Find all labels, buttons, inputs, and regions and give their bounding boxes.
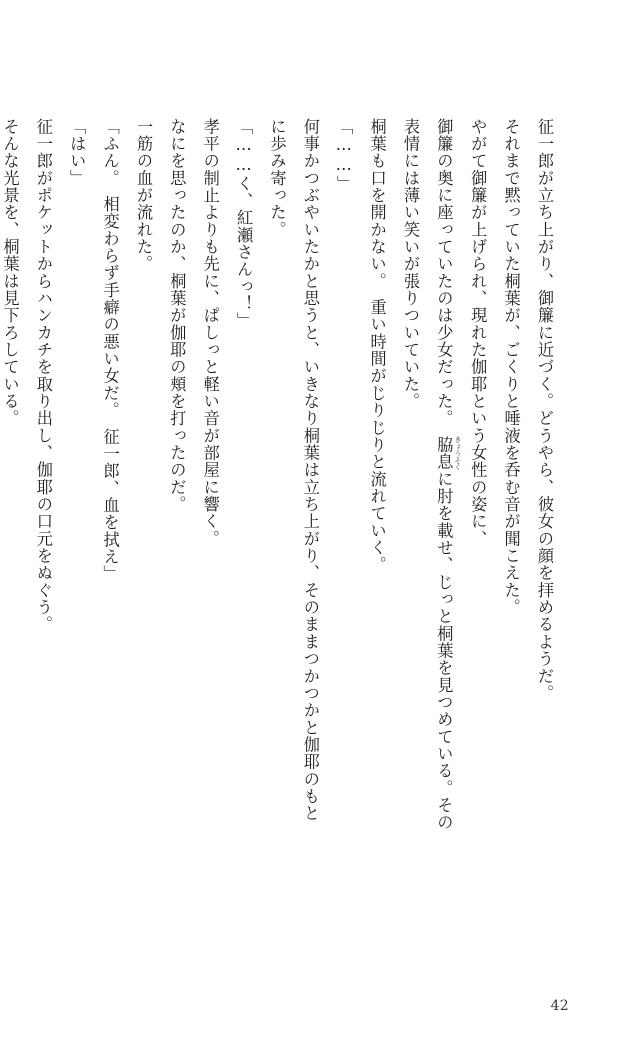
paragraph-11: 一筋の血が流れた。	[134, 118, 153, 273]
paragraph-9: 孝平の制止よりも先に、ぱしっと軽い音が部屋に響く。	[200, 118, 220, 548]
page-number: 42	[550, 998, 569, 1014]
paragraph-8: に歩み寄った。	[267, 118, 287, 239]
paragraph-2: それまで黙っていた桐葉が、ごくりと唾液を呑む音が聞こえた。	[501, 118, 521, 616]
paragraph-12: 征一郎がポケットからハンカチを取り出し、伽耶の口元をぬぐう。	[33, 118, 53, 634]
paragraph-4: 御簾の奥に座っていたのは少女だった。 脇息 きょうそくに肘を載せ、じっと桐葉を見つめている。その	[434, 118, 461, 832]
paragraph-1: 征一郎が立ち上がり、御簾に近づく。どうやら、彼女の顔を拝めるようだ。	[535, 118, 554, 702]
paragraph-10: なにを思ったのか、桐葉が伽耶の頬を打ったのだ。	[167, 118, 187, 513]
paragraph-13: そんな光景を、桐葉は見下ろしている。	[0, 118, 20, 428]
dialogue-2: 「……く、紅瀬さんっ！」	[234, 118, 254, 330]
dialogue-4: 「はい」	[67, 118, 87, 187]
vertical-text-body	[0, 118, 561, 954]
paragraph-5: 表情には薄い笑いが張りついていた。	[401, 118, 420, 410]
dialogue-3: 「ふん。 相変わらず手癖の悪い女だ。 征一郎、血を拭え」	[100, 118, 120, 583]
paragraph-6: 桐葉も口を開かない。 重い時間がじりじりと流れていく。	[367, 118, 387, 574]
paragraph-3: やがて御簾が上げられ、現れた伽耶という女性の姿に、	[468, 118, 488, 548]
dialogue-1: 「……」	[334, 118, 354, 193]
paragraph-7: 何事かつぶやいたかと思うと、いきなり桐葉は立ち上がり、そのままつかつかと伽耶のもと	[300, 118, 320, 823]
